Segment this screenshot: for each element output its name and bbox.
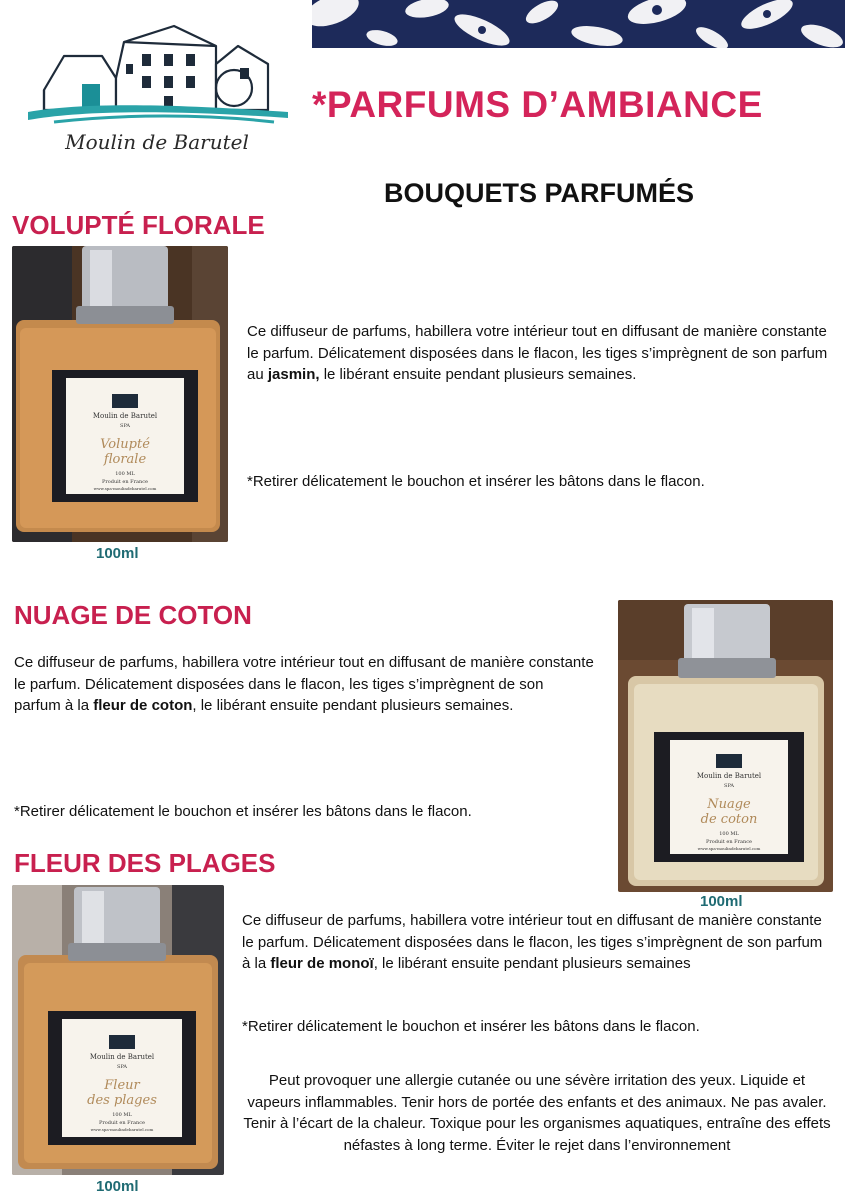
fragrance-name: fleur de coton bbox=[93, 697, 193, 714]
label-volume: 100 ML bbox=[112, 1112, 132, 1118]
usage-note: *Retirer délicatement le bouchon et insérer les bâtons dans le flacon. bbox=[14, 803, 472, 820]
label-name-line1: Volupté bbox=[100, 437, 150, 452]
page-subtitle: BOUQUETS PARFUMÉS bbox=[384, 178, 695, 208]
brand-name: Moulin de Barutel bbox=[65, 130, 249, 154]
product-description bbox=[14, 652, 594, 717]
label-site: www.spa-moulindebarutel.com bbox=[90, 1127, 154, 1132]
label-site: www.spa-moulindebarutel.com bbox=[697, 846, 761, 851]
label-spa: SPA bbox=[117, 1064, 127, 1070]
description-text-end: , le libérant ensuite pendant plusieurs semaines bbox=[373, 955, 691, 972]
description-text-end: le libérant ensuite pendant plusieurs semaines. bbox=[319, 366, 637, 383]
description-text: Ce diffuseur de parfums, habillera votre intérieur tout en diffusant de manière constante le parfum. Délicatement disposées dans le flacon, les tiges s’imprègnent de son parfum à la bbox=[242, 912, 823, 972]
label-brand: Moulin de Barutel bbox=[696, 772, 762, 780]
label-spa: SPA bbox=[724, 783, 734, 789]
product-title-fleur-des-plages: FLEUR DES PLAGES bbox=[14, 848, 276, 878]
description-text: Ce diffuseur de parfums, habillera votre intérieur tout en diffusant de manière constante le parfum. Délicatement disposées dans le flacon, les tiges s’imprègnent de son parfum à la bbox=[14, 654, 594, 714]
decorative-banner bbox=[312, 0, 845, 48]
product-title-volupte-florale: VOLUPTÉ FLORALE bbox=[12, 210, 265, 240]
page-title: *PARFUMS D’AMBIANCE bbox=[312, 84, 763, 125]
label-name-line2: des plages bbox=[87, 1093, 157, 1108]
mill-building-icon bbox=[24, 18, 292, 130]
label-name-line2: florale bbox=[103, 452, 147, 467]
label-name-line2: de coton bbox=[700, 812, 758, 827]
label-name-line1: Fleur bbox=[104, 1078, 140, 1093]
product-description bbox=[247, 321, 832, 386]
description-text: Ce diffuseur de parfums, habillera votre intérieur tout en diffusant de manière constante le parfum. Délicatement disposées dans le flacon, les tiges s’imprègnent de son parfum au bbox=[247, 323, 828, 383]
label-volume: 100 ML bbox=[719, 831, 739, 837]
fragrance-name: jasmin, bbox=[267, 366, 320, 383]
usage-note: *Retirer délicatement le bouchon et insérer les bâtons dans le flacon. bbox=[247, 473, 705, 490]
label-brand: Moulin de Barutel bbox=[89, 1053, 155, 1061]
product-size: 100ml bbox=[700, 893, 743, 910]
product-size: 100ml bbox=[96, 1178, 139, 1195]
usage-note: *Retirer délicatement le bouchon et insérer les bâtons dans le flacon. bbox=[242, 1018, 700, 1035]
product-photo-volupte-florale bbox=[12, 246, 228, 542]
product-photo-fleur-des-plages bbox=[12, 885, 224, 1175]
safety-warning: Peut provoquer une allergie cutanée ou une sévère irritation des yeux. Liquide et vapeurs inflammables. Tenir hors de portée des enfants et des animaux. Ne pas avaler. Tenir à l’écart de la chaleur. Toxique pour les organismes aquatiques, entraîne des effets néfastes à long terme. Éviter le rejet dans l’environnement bbox=[243, 1072, 831, 1154]
label-made-in: Produit en France bbox=[99, 1120, 145, 1126]
product-photo-nuage-de-coton bbox=[618, 600, 833, 892]
label-made-in: Produit en France bbox=[102, 479, 148, 485]
label-made-in: Produit en France bbox=[706, 839, 752, 845]
label-site: www.spa-moulindebarutel.com bbox=[93, 486, 157, 491]
label-spa: SPA bbox=[120, 423, 130, 429]
description-text-end: , le libérant ensuite pendant plusieurs semaines. bbox=[192, 697, 514, 714]
product-description bbox=[242, 910, 827, 975]
label-name-line1: Nuage bbox=[707, 797, 751, 812]
label-volume: 100 ML bbox=[115, 471, 135, 477]
product-title-nuage-de-coton: NUAGE DE COTON bbox=[14, 600, 252, 630]
label-brand: Moulin de Barutel bbox=[92, 412, 158, 420]
fragrance-name: fleur de monoï bbox=[270, 955, 374, 972]
product-size: 100ml bbox=[96, 545, 139, 562]
